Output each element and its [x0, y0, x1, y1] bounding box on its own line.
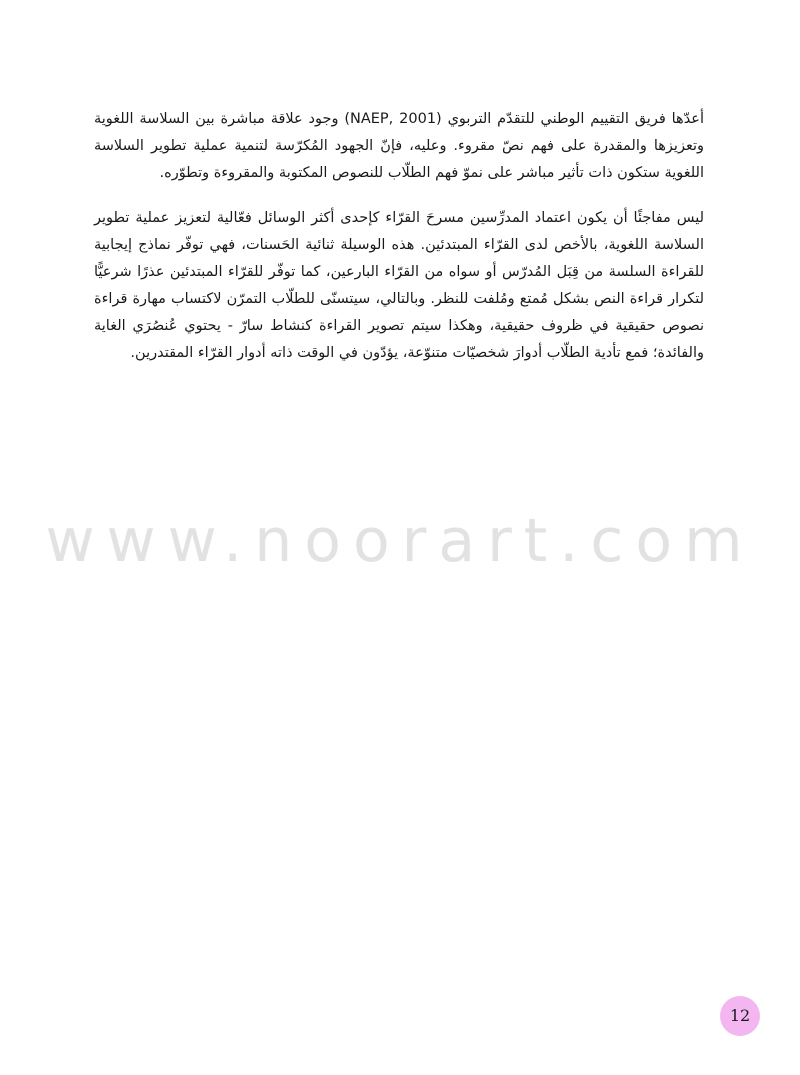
- body-paragraph-1: أعدّها فريق التقييم الوطني للتقدّم التربوي (NAEP, 2001) وجود علاقة مباشرة بين السلاسة اللغوية وتعزيزها والمقدرة على فهم نصّ مقروء. وعليه، فإنّ الجهود المُكرّسة لتنمية عملية تطوير السلاسة اللغوية ستكون ذات تأثير مباشر على نموّ فهم الطلّاب للنصوص المكتوبة والمقروءة وتطوّره.: [94, 110, 704, 181]
- body-paragraph-2: ليس مفاجئًا أن يكون اعتماد المدرِّسين مسرحَ القرّاء كإحدى أكثر الوسائل فعّالية لتعزيز عملية تطوير السلاسة اللغوية، بالأخص لدى القرّاء المبتدئين. هذه الوسيلة ثنائية الحَسنات، فهي توفّر نماذج إيجابية للقراءة السلسة من قِبَل المُدرّس أو سواه من القرّاء البارعين، كما توفّر للقرّاء المبتدئين عذرًا شرعيًّا لتكرار قراءة النص بشكل مُمتع ومُلفت للنظر. وبالتالي، سيتسنّى للطلّاب التمرّن لاكتساب مهارة قراءة نصوص حقيقية في ظروف حقيقية، وهكذا سيتم تصوير القراءة كنشاط سارّ - يحتوي عُنصُرَي الغاية والفائدة؛ فمع تأدية الطلّاب أدوارَ شخصيّات متنوّعة، يؤدّون في الوقت ذاته أدوار القرّاء المقتدرين.: [94, 209, 704, 361]
- page-number-badge: 12: [720, 996, 760, 1036]
- website-watermark: www.noorart.com: [45, 506, 755, 576]
